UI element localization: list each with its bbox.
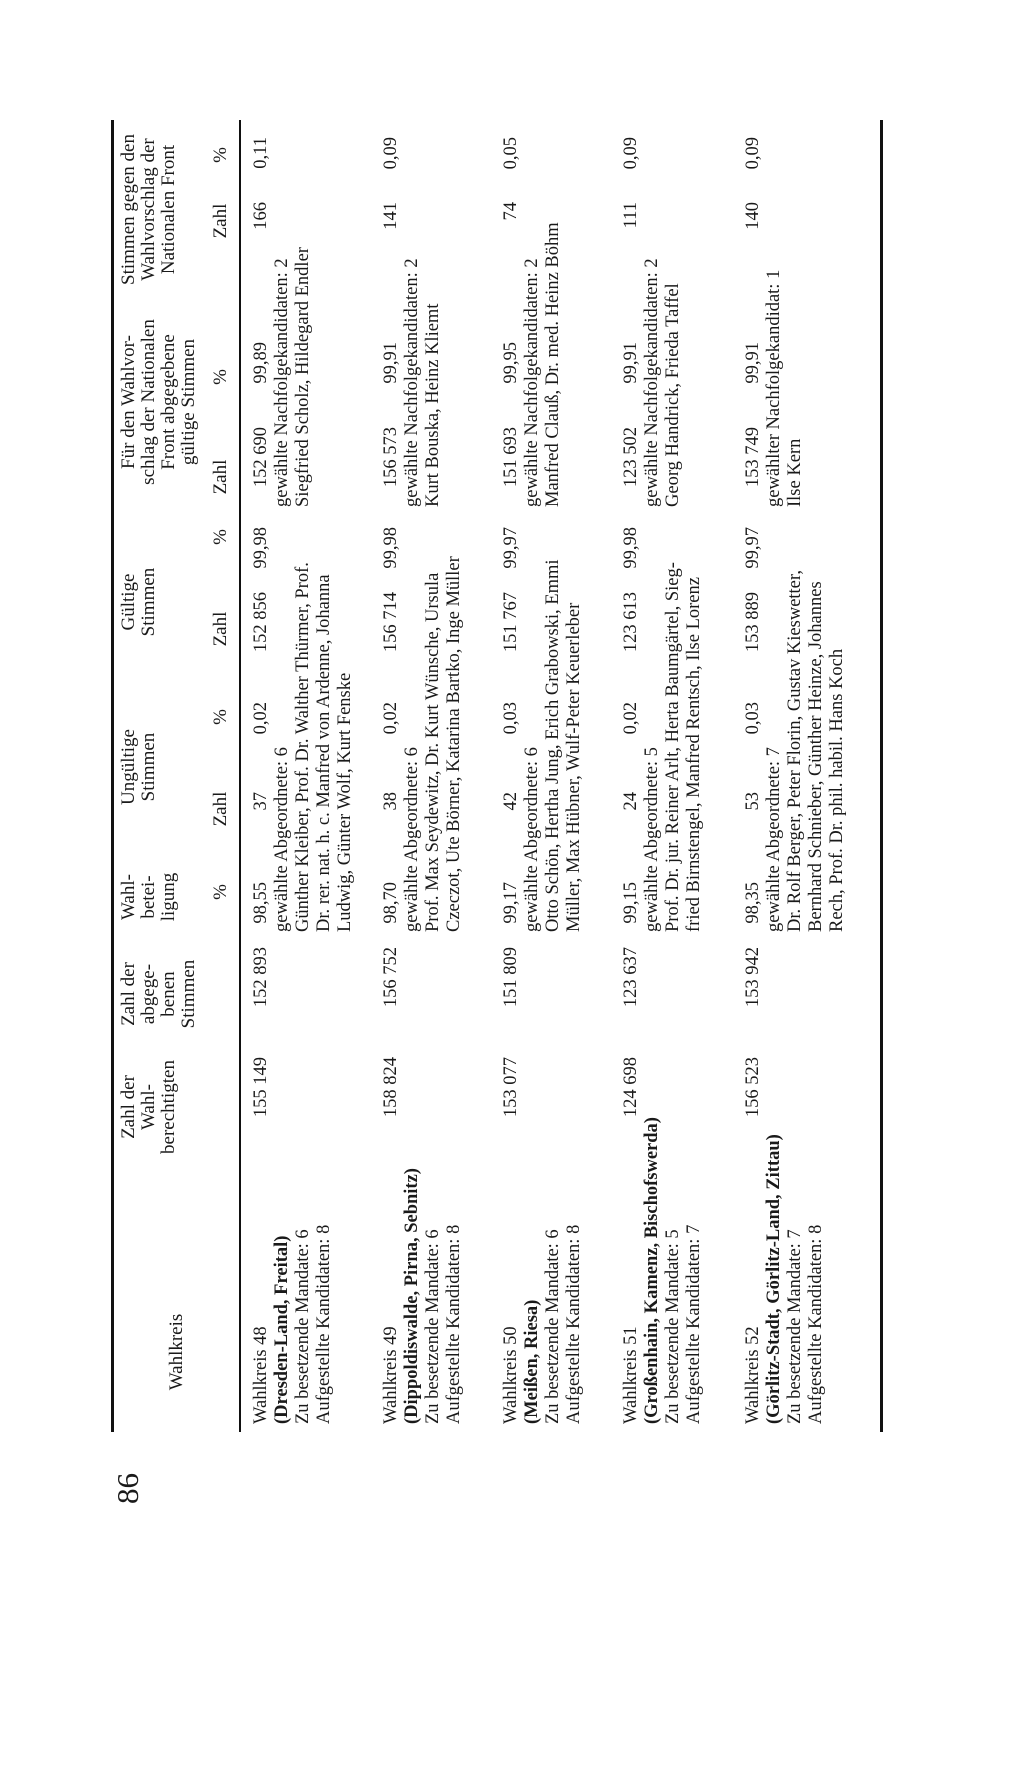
beteiligung-value: 98,55 (251, 882, 271, 924)
abgegeben-value: 123 637 (621, 947, 641, 1008)
gueltig-zahl-value: 123 613 (621, 592, 641, 653)
deputies-label: gewählte Abgeordnete: 6 (522, 747, 542, 932)
gegen-pct-value: 0,09 (743, 137, 763, 170)
deputies-label: gewählte Abgeordnete: 5 (642, 747, 662, 932)
wahlkreis-name: (Meißen, Riesa) (522, 1299, 542, 1424)
deputies-line: Dr. rer. nat. h. c. Manfred von Ardenne, Johanna (314, 574, 334, 932)
table-top-rule (111, 120, 114, 1432)
fuer-pct-value: 99,89 (251, 342, 271, 384)
page-number: 86 (110, 1473, 145, 1504)
ungueltig-pct-value: 0,02 (381, 702, 401, 735)
deputies-label: gewählte Abgeordnete: 6 (402, 747, 422, 932)
candidate-count: Aufgestellte Kandidaten: 8 (564, 1224, 584, 1424)
successors-line: Ilse Kern (785, 438, 805, 507)
abgegeben-value: 153 942 (743, 947, 763, 1008)
fuer-zahl-value: 152 690 (251, 427, 271, 488)
deputies-line: Rech, Prof. Dr. phil. habil. Hans Koch (827, 648, 847, 932)
header-gegen-pct: % (210, 147, 231, 163)
successors-line: Georg Handrick, Frieda Taffel (663, 283, 683, 507)
elected-successors (522, 222, 564, 507)
header-fuer-pct: % (210, 369, 231, 385)
fuer-zahl-value: 156 573 (381, 427, 401, 488)
abgegeben-value: 151 809 (501, 947, 521, 1008)
header-gueltig: Gültige Stimmen (118, 567, 159, 637)
elected-successors (764, 270, 806, 507)
ungueltig-pct-value: 0,03 (501, 702, 521, 735)
header-beteiligung: Wahl- betei- ligung (118, 872, 179, 922)
wahlkreis-cell (621, 1117, 705, 1424)
abgegeben-value: 152 893 (251, 947, 271, 1008)
elected-deputies (402, 556, 465, 932)
ungueltig-pct-value: 0,02 (621, 702, 641, 735)
successors-line: Siegfried Scholz, Hildegard Endler (293, 247, 313, 507)
gegen-pct-value: 0,05 (501, 137, 521, 170)
wahlkreis-cell (381, 1168, 465, 1424)
elected-deputies (272, 562, 356, 932)
deputies-line: Müller, Max Hübner, Wulf-Peter Keuerleber (564, 602, 584, 932)
gueltig-zahl-value: 153 889 (743, 592, 763, 653)
ungueltig-pct-value: 0,02 (251, 702, 271, 735)
gueltig-pct-value: 99,98 (251, 527, 271, 569)
mandate-count: Zu besetzende Mandate: 6 (423, 1229, 443, 1424)
header-gegen-zahl: Zahl (210, 203, 231, 239)
deputies-label: gewählte Abgeordnete: 6 (272, 747, 292, 932)
fuer-pct-value: 99,91 (743, 342, 763, 384)
elected-deputies (764, 570, 848, 932)
fuer-pct-value: 99,95 (501, 342, 521, 384)
wahlkreis-number: Wahlkreis 50 (501, 1326, 521, 1424)
fuer-zahl-value: 151 693 (501, 427, 521, 488)
successors-label: gewählte Nachfolgekandidaten: 2 (272, 258, 292, 507)
ungueltig-pct-value: 0,03 (743, 702, 763, 735)
deputies-line: Czeczot, Ute Börner, Katarina Bartko, Inge Müller (444, 556, 464, 932)
mandate-count: Zu besetzende Mandate: 7 (785, 1229, 805, 1424)
fuer-zahl-value: 153 749 (743, 427, 763, 488)
header-abgegebenen: Zahl der abgege- benen Stimmen (118, 959, 199, 1029)
header-beteiligung-pct: % (210, 884, 231, 900)
deputies-line: fried Birnstengel, Manfred Rentsch, Ilse Lorenz (684, 577, 704, 932)
successors-label: gewählte Nachfolgekandidaten: 2 (522, 258, 542, 507)
table-row (501, 120, 626, 1432)
berechtigte-value: 158 824 (381, 1057, 401, 1118)
ungueltig-zahl-value: 37 (251, 792, 271, 811)
wahlkreis-number: Wahlkreis 48 (251, 1326, 271, 1424)
wahlkreis-number: Wahlkreis 51 (621, 1326, 641, 1424)
gegen-zahl-value: 74 (501, 202, 521, 221)
header-ungueltig-zahl: Zahl (210, 791, 231, 827)
gegen-pct-value: 0,09 (621, 137, 641, 170)
gegen-zahl-value: 166 (251, 202, 271, 230)
table-row (381, 120, 506, 1432)
deputies-line: Ludwig, Günter Wolf, Kurt Fenske (335, 672, 355, 932)
deputies-line: Dr. Rolf Berger, Peter Florin, Gustav Kieswetter, (785, 570, 805, 932)
beteiligung-value: 99,17 (501, 882, 521, 924)
gegen-pct-value: 0,09 (381, 137, 401, 170)
mandate-count: Zu besetzende Mandate: 6 (543, 1229, 563, 1424)
header-ungueltig: Ungültige Stimmen (118, 729, 159, 805)
gegen-zahl-value: 140 (743, 202, 763, 230)
elected-deputies (522, 559, 585, 932)
table-row (621, 120, 746, 1432)
wahlkreis-cell (501, 1174, 585, 1424)
successors-label: gewählte Nachfolgekandidaten: 2 (402, 258, 422, 507)
ungueltig-zahl-value: 42 (501, 792, 521, 811)
fuer-pct-value: 99,91 (381, 342, 401, 384)
elected-successors (272, 247, 314, 507)
gueltig-zahl-value: 151 767 (501, 592, 521, 653)
ungueltig-zahl-value: 53 (743, 792, 763, 811)
elected-successors (642, 258, 684, 507)
beteiligung-value: 98,70 (381, 882, 401, 924)
table-row (743, 120, 868, 1432)
wahlkreis-number: Wahlkreis 52 (743, 1326, 763, 1424)
header-fuer: Für den Wahlvor- schlag der Nationalen Front abgegebene gültige Stimmen (118, 319, 199, 485)
wahlkreis-number: Wahlkreis 49 (381, 1326, 401, 1424)
header-gueltig-zahl: Zahl (210, 611, 231, 647)
gueltig-pct-value: 99,97 (501, 527, 521, 569)
header-gegen: Stimmen gegen den Wahlvorschlag der Nationalen Front (118, 134, 179, 285)
candidate-count: Aufgestellte Kandidaten: 8 (444, 1224, 464, 1424)
gueltig-pct-value: 99,97 (743, 527, 763, 569)
deputies-line: Günther Kleiber, Prof. Dr. Walther Thürmer, Prof. (293, 562, 313, 932)
berechtigte-value: 155 149 (251, 1057, 271, 1118)
gueltig-zahl-value: 152 856 (251, 592, 271, 653)
wahlkreis-name: (Dippoldiswalde, Pirna, Sebnitz) (402, 1168, 422, 1424)
deputies-line: Bernhard Schnieber, Günther Heinze, Johannes (806, 581, 826, 932)
successors-label: gewählter Nachfolgekandidat: 1 (764, 269, 784, 507)
mandate-count: Zu besetzende Mandate: 6 (293, 1229, 313, 1424)
header-berechtigten: Zahl der Wahl- berechtigten (118, 1060, 179, 1154)
table-row (251, 120, 376, 1432)
berechtigte-value: 156 523 (743, 1057, 763, 1118)
results-table (111, 120, 883, 1432)
wahlkreis-cell (251, 1174, 335, 1424)
gegen-pct-value: 0,11 (251, 137, 271, 169)
wahlkreis-name: (Dresden-Land, Freital) (272, 1235, 292, 1424)
gegen-zahl-value: 141 (381, 202, 401, 230)
mandate-count: Zu besetzende Mandate: 5 (663, 1229, 683, 1424)
deputies-line: Prof. Dr. jur. Reiner Arlt, Herta Baumgärtel, Sieg- (663, 562, 683, 932)
successors-line: Kurt Bouska, Heinz Kliemt (423, 303, 443, 507)
elected-successors (402, 258, 444, 507)
header-wahlkreis: Wahlkreis (166, 1313, 187, 1391)
candidate-count: Aufgestellte Kandidaten: 8 (314, 1224, 334, 1424)
header-ungueltig-pct: % (210, 709, 231, 725)
deputies-line: Otto Schön, Hertha Jung, Erich Grabowski, Emmi (543, 559, 563, 932)
beteiligung-value: 99,15 (621, 882, 641, 924)
header-rule (239, 120, 241, 1432)
candidate-count: Aufgestellte Kandidaten: 8 (806, 1224, 826, 1424)
table-bottom-rule (880, 120, 883, 1432)
header-gueltig-pct: % (210, 529, 231, 545)
deputies-label: gewählte Abgeordnete: 7 (764, 747, 784, 932)
gueltig-zahl-value: 156 714 (381, 592, 401, 653)
ungueltig-zahl-value: 38 (381, 792, 401, 811)
wahlkreis-name: (Großenhain, Kamenz, Bischofswerda) (642, 1117, 662, 1424)
berechtigte-value: 153 077 (501, 1057, 521, 1118)
abgegeben-value: 156 752 (381, 947, 401, 1008)
berechtigte-value: 124 698 (621, 1057, 641, 1118)
gueltig-pct-value: 99,98 (381, 527, 401, 569)
elected-deputies (642, 562, 705, 932)
beteiligung-value: 98,35 (743, 882, 763, 924)
wahlkreis-name: (Görlitz-Stadt, Görlitz-Land, Zittau) (764, 1134, 784, 1424)
header-fuer-zahl: Zahl (210, 459, 231, 495)
successors-label: gewählte Nachfolgekandidaten: 2 (642, 258, 662, 507)
gueltig-pct-value: 99,98 (621, 527, 641, 569)
gegen-zahl-value: 111 (621, 202, 641, 229)
candidate-count: Aufgestellte Kandidaten: 7 (684, 1224, 704, 1424)
successors-line: Manfred Clauß, Dr. med. Heinz Böhm (543, 222, 563, 507)
fuer-zahl-value: 123 502 (621, 427, 641, 488)
ungueltig-zahl-value: 24 (621, 792, 641, 811)
deputies-line: Prof. Max Seydewitz, Dr. Kurt Wünsche, Ursula (423, 572, 443, 932)
fuer-pct-value: 99,91 (621, 342, 641, 384)
wahlkreis-cell (743, 1134, 827, 1424)
